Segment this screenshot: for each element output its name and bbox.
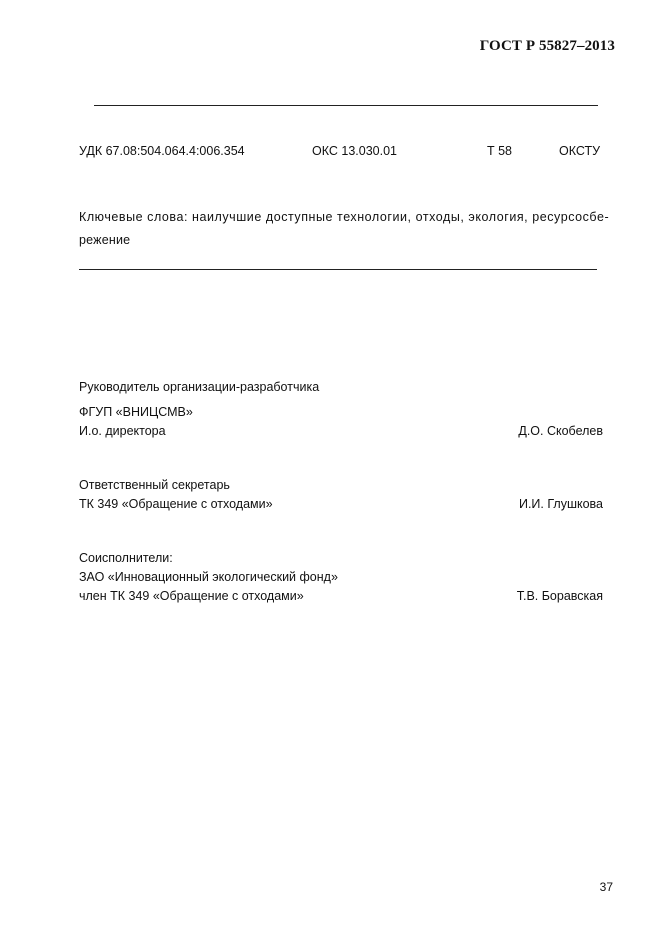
secretary-org: ТК 349 «Обращение с отходами» [79,497,273,511]
okstu-code: ОКСТУ [559,144,601,158]
developer-name: Д.О. Скобелев [518,424,603,438]
developer-org: ФГУП «ВНИЦСМВ» [79,405,193,419]
keywords-text-line2: режение [79,233,131,247]
secretary-org-line [79,497,603,519]
keywords-paragraph [79,206,614,252]
developer-position-line [79,424,603,446]
coexecutors-member: член ТК 349 «Обращение с отходами» [79,589,304,603]
signature-block-secretary [79,478,603,519]
coexecutors-member-line [79,589,603,611]
coexecutors-org-line [79,570,603,589]
classification-codes-row [79,144,604,160]
developer-role-line [79,380,603,402]
t-code: Т 58 [487,144,513,158]
udk-code: УДК 67.08:504.064.4:006.354 [79,144,245,158]
coexecutors-heading-line [79,551,603,570]
bottom-divider-line [79,269,597,270]
keywords-text-line1: наилучшие доступные технологии, отходы, экология, ресурсосбе- [188,210,610,224]
secretary-role-line [79,478,603,497]
developer-org-line [79,405,603,424]
secretary-role: Ответственный секретарь [79,478,230,492]
coexecutors-heading: Соисполнители: [79,551,173,565]
secretary-name: И.И. Глушкова [518,497,603,511]
document-standard-id: ГОСТ Р 55827–2013 [479,38,615,54]
top-divider-line [94,105,598,106]
signature-block-developer [79,380,603,446]
coexecutors-name: Т.В. Боравская [516,589,603,603]
coexecutors-org: ЗАО «Инновационный экологический фонд» [79,570,338,584]
developer-position: И.о. директора [79,424,166,438]
signature-block-coexecutors [79,551,603,611]
developer-role: Руководитель организации-разработчика [79,380,320,394]
page-number: 37 [599,880,613,894]
oks-code: ОКС 13.030.01 [312,144,397,158]
keywords-label: Ключевые слова: [79,210,189,224]
